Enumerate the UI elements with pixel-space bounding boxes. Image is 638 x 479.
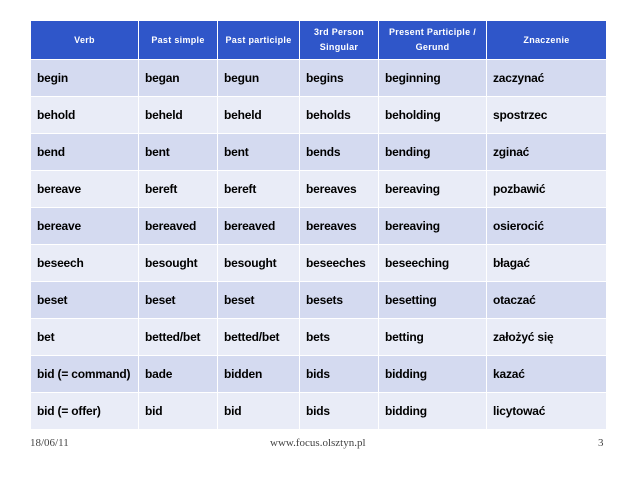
cell-past-simple: beset [139, 282, 218, 319]
cell-verb: bid (= offer) [31, 393, 139, 430]
irregular-verbs-table [30, 20, 607, 430]
footer-date: 18/06/11 [30, 437, 69, 449]
cell-present-participle: bereaving [379, 171, 487, 208]
header-3rd-person: 3rd Person Singular [300, 21, 379, 60]
cell-3rd-person: bets [300, 319, 379, 356]
cell-znaczenie: pozbawić [487, 171, 607, 208]
cell-present-participle: betting [379, 319, 487, 356]
cell-past-participle: beheld [218, 97, 300, 134]
footer-site: www.focus.olsztyn.pl [270, 437, 366, 449]
cell-past-participle: bereaved [218, 208, 300, 245]
cell-verb: bereave [31, 171, 139, 208]
cell-past-simple: bid [139, 393, 218, 430]
table-row [31, 356, 607, 393]
cell-past-participle: bid [218, 393, 300, 430]
cell-present-participle: bereaving [379, 208, 487, 245]
cell-znaczenie: zginać [487, 134, 607, 171]
cell-znaczenie: spostrzec [487, 97, 607, 134]
header-past-participle: Past participle [218, 21, 300, 60]
cell-past-simple: bereft [139, 171, 218, 208]
cell-past-participle: betted/bet [218, 319, 300, 356]
cell-present-participle: beginning [379, 60, 487, 97]
cell-past-participle: begun [218, 60, 300, 97]
cell-znaczenie: założyć się [487, 319, 607, 356]
table-row [31, 60, 607, 97]
cell-present-participle: bidding [379, 393, 487, 430]
table-header-row [31, 21, 607, 60]
header-past-simple: Past simple [139, 21, 218, 60]
table-row [31, 282, 607, 319]
cell-verb: beseech [31, 245, 139, 282]
cell-verb: bid (= command) [31, 356, 139, 393]
cell-znaczenie: osierocić [487, 208, 607, 245]
cell-past-participle: bereft [218, 171, 300, 208]
cell-present-participle: bending [379, 134, 487, 171]
cell-past-participle: bent [218, 134, 300, 171]
cell-past-participle: bidden [218, 356, 300, 393]
cell-present-participle: beholding [379, 97, 487, 134]
cell-3rd-person: bids [300, 393, 379, 430]
cell-past-simple: bereaved [139, 208, 218, 245]
cell-past-participle: besought [218, 245, 300, 282]
cell-verb: begin [31, 60, 139, 97]
table-row [31, 134, 607, 171]
cell-present-participle: bidding [379, 356, 487, 393]
header-present-participle: Present Participle / Gerund [379, 21, 487, 60]
cell-present-participle: besetting [379, 282, 487, 319]
cell-past-simple: beheld [139, 97, 218, 134]
table-row [31, 245, 607, 282]
cell-verb: behold [31, 97, 139, 134]
cell-past-simple: bent [139, 134, 218, 171]
cell-past-simple: began [139, 60, 218, 97]
cell-3rd-person: bids [300, 356, 379, 393]
cell-3rd-person: besets [300, 282, 379, 319]
cell-verb: bet [31, 319, 139, 356]
cell-verb: bend [31, 134, 139, 171]
cell-past-simple: besought [139, 245, 218, 282]
footer-page-number: 3 [598, 437, 604, 449]
table-row [31, 319, 607, 356]
cell-past-simple: bade [139, 356, 218, 393]
cell-3rd-person: begins [300, 60, 379, 97]
cell-znaczenie: licytować [487, 393, 607, 430]
cell-znaczenie: zaczynać [487, 60, 607, 97]
cell-3rd-person: bereaves [300, 208, 379, 245]
cell-znaczenie: kazać [487, 356, 607, 393]
cell-3rd-person: bereaves [300, 171, 379, 208]
cell-3rd-person: beseeches [300, 245, 379, 282]
cell-znaczenie: błagać [487, 245, 607, 282]
cell-verb: bereave [31, 208, 139, 245]
cell-past-simple: betted/bet [139, 319, 218, 356]
table-row [31, 208, 607, 245]
cell-present-participle: beseeching [379, 245, 487, 282]
table-row [31, 393, 607, 430]
table-row [31, 171, 607, 208]
cell-3rd-person: beholds [300, 97, 379, 134]
cell-past-participle: beset [218, 282, 300, 319]
table-row [31, 97, 607, 134]
header-verb: Verb [31, 21, 139, 60]
cell-znaczenie: otaczać [487, 282, 607, 319]
cell-verb: beset [31, 282, 139, 319]
cell-3rd-person: bends [300, 134, 379, 171]
header-znaczenie: Znaczenie [487, 21, 607, 60]
